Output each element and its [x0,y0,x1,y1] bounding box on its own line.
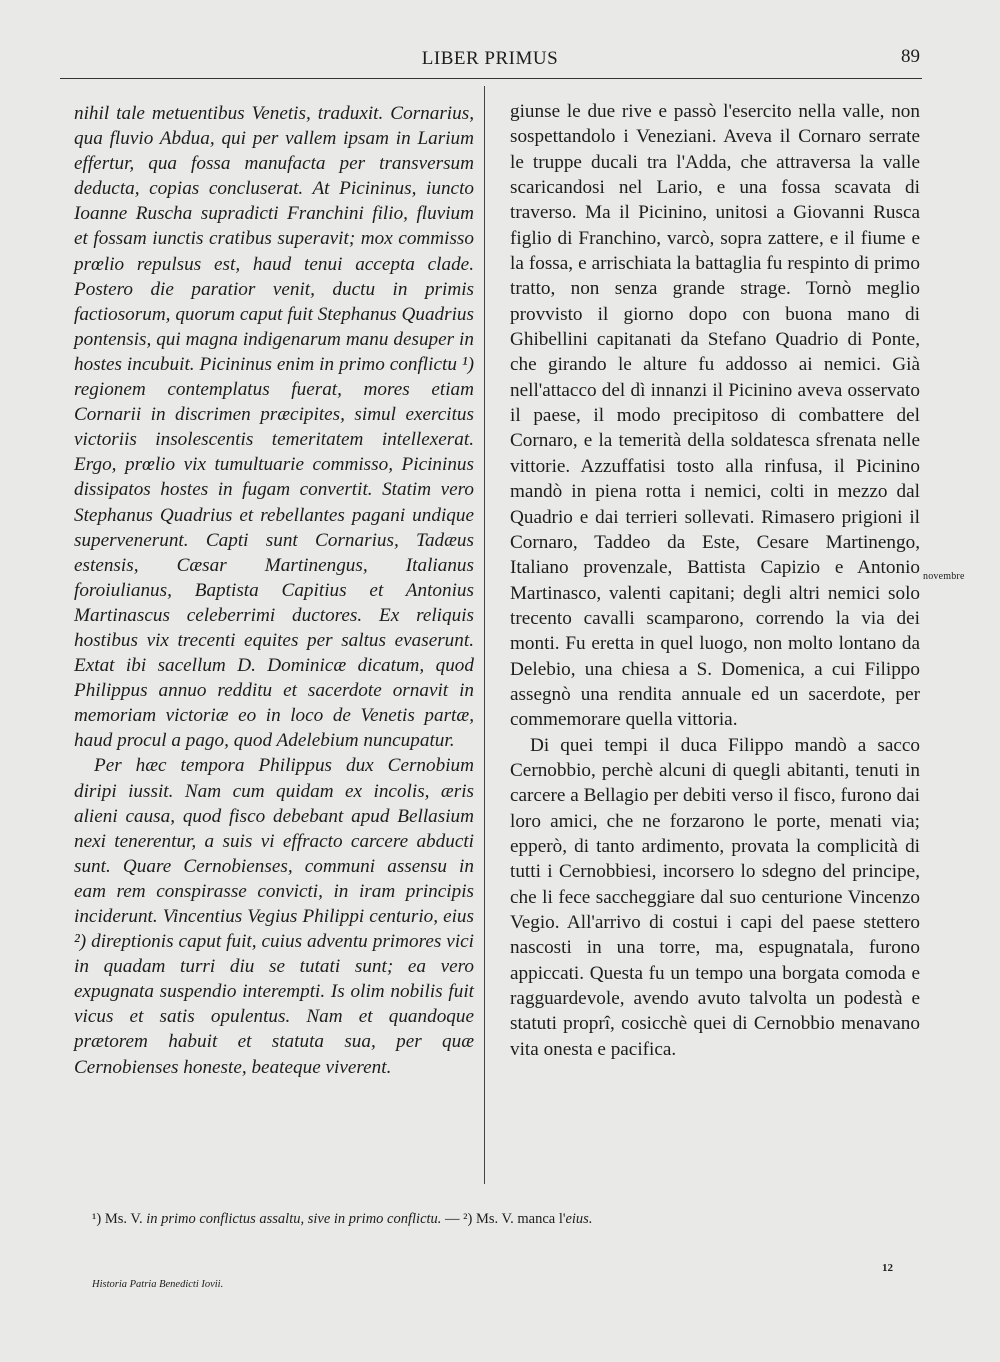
footnotes [92,1211,922,1228]
page-header [60,44,920,74]
footnote-mark: ¹) [92,1211,102,1227]
italian-column [510,99,920,1062]
italian-paragraph: Di quei tempi il duca Filippo mandò a sacco Cernobbio, perchè alcuni di quegli abitanti, tenuti in carcere a Bellagio per debiti verso il fisco, furono dai loro amici, che ne forzarono le porte, menati via; epperò, di tanto ardimento, provata la complicità di tutti i Cernobbiesi, incorsero lo sdegno del principe, che li fece saccheggiare dal suo centurione Vincenzo Vegio. All'arrivo di costui i capi del paese stettero nascosti in una torre, ma, espugnatala, furono appiccati. Questa fu un tempo una borgata comoda e ragguardevole, avendo avuto talvolta un podestà e statuti proprî, cosicchè quei di Cernobbio menavano vita onesta e pacifica. [510,734,920,1060]
page-number: 89 [901,46,920,67]
footnote-text: in primo conflictus assaltu, sive in primo conflictu. [146,1211,442,1227]
latin-paragraph: nihil tale metuentibus Venetis, traduxit. Cornarius, qua fluvio Abdua, qui per vallem ipsam in Larium effertur, qua fossa manufacta per transversum deducta, copias concluserat. At Picininus, iuncto Ioanne Ruscha supradicti Franchini filio, fluvium et fossam iunctis cratibus superavit; mox commisso prœlio repulsus est, haud tenui accepta clade. Postero die paratior venit, ductu in primis factiosorum, quorum caput fuit Stephanus Quadrius pontensis, qui magna indigenarum manu desuper in hostes incubuit. Picininus enim in primo conflictu ¹) regionem contemplatus fuerat, mores etiam Cornarii in discrimen præcipites, simul exercitus victoriis insolescentis temeritatem intellexerat. Ergo, prœlio vix tumultuarie commisso, Picininus dissipatos hostes in fugam convertit. Statim vero Stephanus Quadrius et rebellantes pagani undique supervenerunt. Capti sunt Cornarius, Tadæus estensis, Cæsar Martinengus, Italianus foroiulianus, Baptista Capitius et Antonius Martinascus celeberrimi ductores. Ex reliquis hostibus vix trecenti equites per saltus evaserunt. Extat ibi sacellum D. Dominicæ dicatum, quod Philippus annuo redditu et sacerdote ornavit in memoriam victoriæ eo in loco de Venetis partæ, haud procul a pago, quod Adelebium nuncupatur. [74,103,474,752]
running-title: LIBER PRIMUS [421,48,559,69]
header-rule [60,78,922,79]
footnote-text: eius. [565,1211,593,1227]
margin-note: novembre [923,571,965,582]
imprint-line: Historia Patria Benedicti Iovii. [92,1279,224,1290]
footnote-text: Ms. V. manca l' [475,1211,566,1227]
footnote-separator: — [445,1211,460,1227]
column-divider [484,86,485,1184]
signature-mark: 12 [882,1262,893,1274]
italian-paragraph: giunse le due rive e passò l'esercito nella valle, non sospettandolo i Veneziani. Aveva il Cornaro serrate le truppe ducali tra l'Adda, che attraversa la valle scaricandosi nel Lario, e una fossa scavata di traverso. Ma il Picinino, unitosi a Giovanni Rusca figlio di Franchino, varcò, sopra zattere, e il fiume e la fossa, e arrischiata la battaglia fu respinto di primo tratto, non senza grande strage. Tornò meglio provvisto il giorno dopo con buona mano di Ghibellini capitanati da Stefano Quadrio di Ponte, che girando le alture fu addosso ai nemici. Già nell'attacco del dì innanzi il Picinino aveva osservato il paese, il modo precipitoso di combattere del Cornaro, e la temerità della soldatesca sfrenata nelle vittorie. Azzuffatisi tosto alla rinfusa, il Picinino mandò in piena rotta i nemici, colti in mezzo dal Quadrio e dai terrieri sollevati. Rimasero prigioni il Cornaro, Taddeo da Este, Cesare Martinengo, Italiano provenzale, Battista Capizio e Antonio Martinasco, valenti capitani; degli altri nemici solo trecento cavalli scamparono, correndo la via dei monti. Fu eretta in quel luogo, non molto lontano da Delebio, una chiesa a S. Domenica, a cui Filippo assegnò una rendita annuale ed un sacerdote, per commemorare quella vittoria. [510,101,920,731]
footnote-text: Ms. V. [104,1211,143,1227]
latin-column [74,101,474,1080]
footnote-mark: ²) [463,1211,473,1227]
latin-paragraph: Per hæc tempora Philippus dux Cernobium diripi iussit. Nam cum quidam ex incolis, æris alieni causa, quod fisco debebant apud Bellasium nexi tenerentur, a suis vi effracto carcere abducti sunt. Quare Cernobienses, communi assensu in eam rem conspirasse convicti, in iram principis inciderunt. Vincentius Vegius Philippi centurio, eius ²) direptionis caput fuit, cuius adventu primores vici in quadam turri diu se tutati sunt; ea vero expugnata suspendio interempti. Is olim nobilis fuit vicus et satis opulentus. Nam et quandoque prætorem habuit et statuta sua, per quæ Cernobienses honeste, beateque viverent. [74,755,474,1078]
